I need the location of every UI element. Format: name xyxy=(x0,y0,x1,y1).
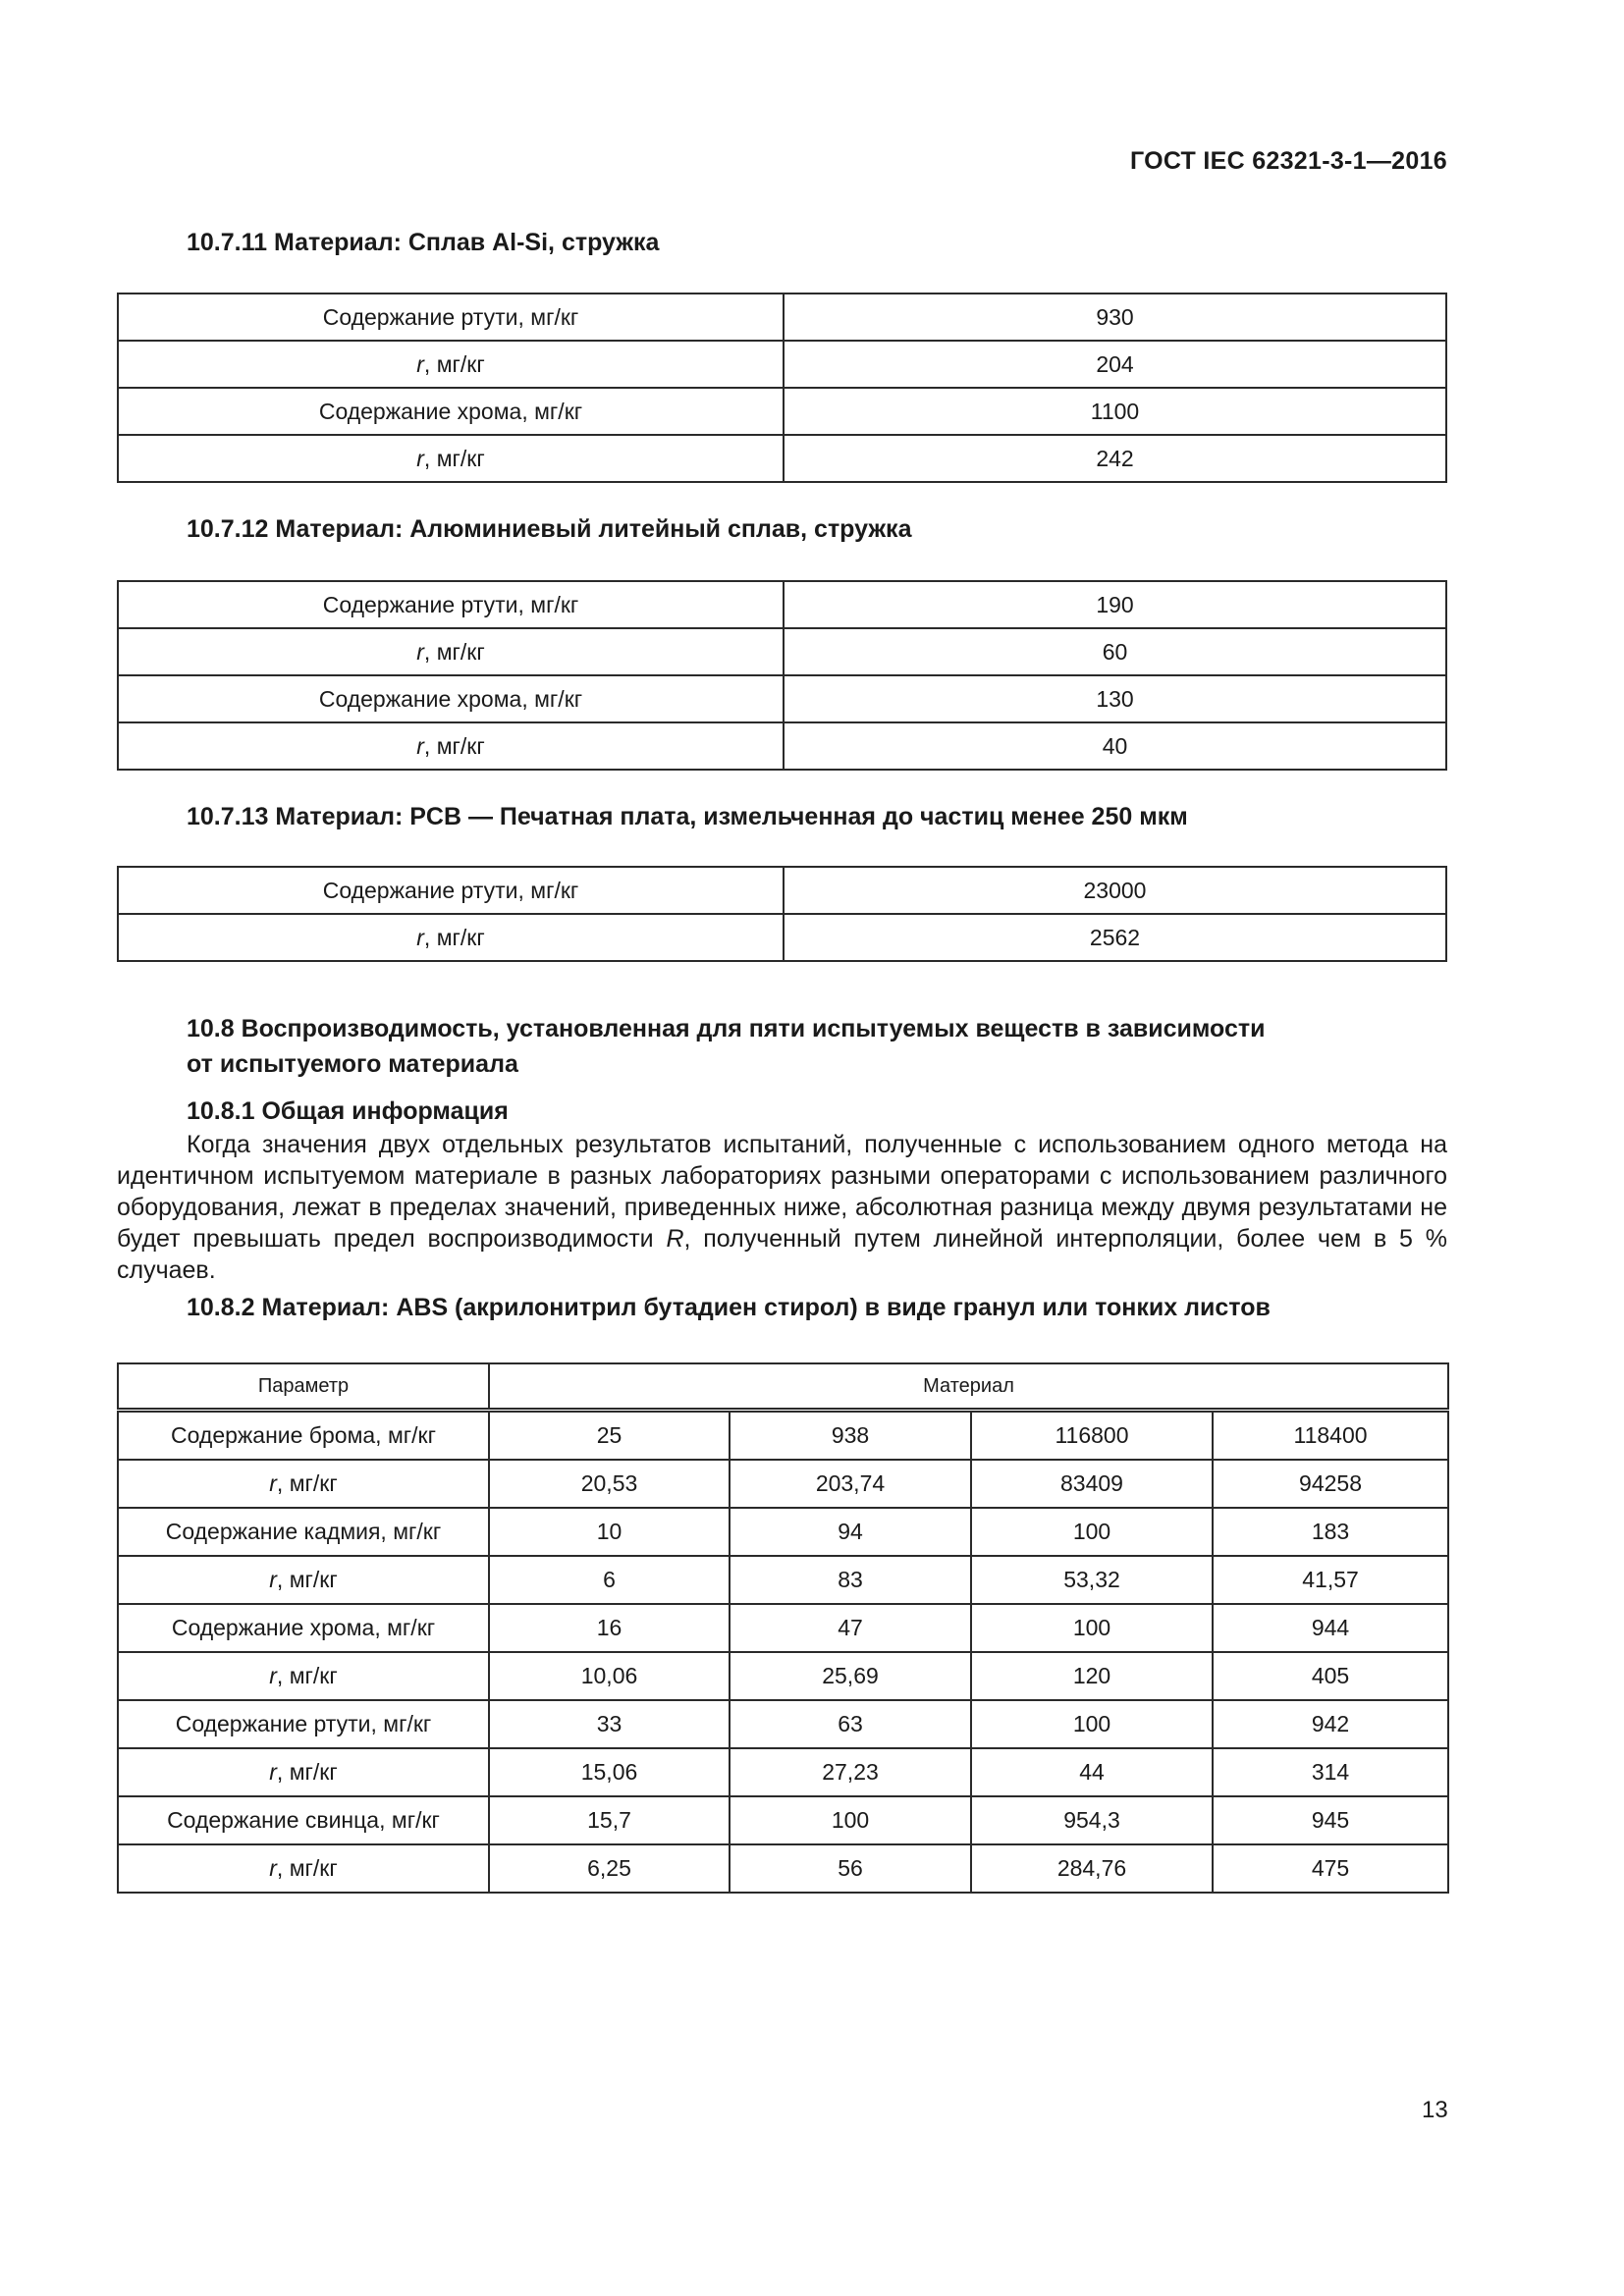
header-param: Параметр xyxy=(118,1363,489,1411)
value-cell: 204 xyxy=(784,341,1446,388)
repeatability-symbol: r xyxy=(416,638,424,665)
table-row xyxy=(118,294,1446,341)
unit-label: , мг/кг xyxy=(423,732,485,759)
param-cell: Содержание хрома, мг/кг xyxy=(118,1604,489,1652)
param-cell xyxy=(118,914,784,961)
param-cell: Содержание кадмия, мг/кг xyxy=(118,1508,489,1556)
param-cell: Содержание хрома, мг/кг xyxy=(118,675,784,722)
table-row xyxy=(118,914,1446,961)
param-cell: Содержание ртути, мг/кг xyxy=(118,1700,489,1748)
value-cell: 938 xyxy=(730,1411,971,1461)
unit-label: , мг/кг xyxy=(276,1663,338,1688)
value-cell: 94258 xyxy=(1213,1460,1448,1508)
table-row xyxy=(118,388,1446,435)
repeatability-symbol: r xyxy=(269,1855,277,1881)
paragraph-10-8-1 xyxy=(117,1129,1447,1286)
value-cell: 83409 xyxy=(971,1460,1213,1508)
value-cell: 100 xyxy=(971,1508,1213,1556)
value-cell: 1100 xyxy=(784,388,1446,435)
value-cell: 203,74 xyxy=(730,1460,971,1508)
table-row xyxy=(118,1652,1448,1700)
unit-label: , мг/кг xyxy=(423,445,485,471)
value-cell: 15,06 xyxy=(489,1748,730,1796)
value-cell: 6,25 xyxy=(489,1844,730,1893)
repeatability-symbol: r xyxy=(269,1567,277,1592)
paragraph-text-part1: Когда значения двух отдельных результатов испытаний, полученные с использованием одного метода на идентичном испытуемом материале в разных лабораториях разными операторами с использованием различного оборудования, лежат в пределах значений, приведенных ниже, абсолютная разница между двумя результатами не будет превышать предел воспроизводимости xyxy=(117,1131,1447,1253)
value-cell: 25 xyxy=(489,1411,730,1461)
value-cell: 33 xyxy=(489,1700,730,1748)
value-cell: 475 xyxy=(1213,1844,1448,1893)
repeatability-symbol: r xyxy=(416,924,424,950)
value-cell: 944 xyxy=(1213,1604,1448,1652)
value-cell: 83 xyxy=(730,1556,971,1604)
value-cell: 116800 xyxy=(971,1411,1213,1461)
value-cell: 15,7 xyxy=(489,1796,730,1844)
value-cell: 954,3 xyxy=(971,1796,1213,1844)
value-cell: 56 xyxy=(730,1844,971,1893)
param-cell xyxy=(118,1844,489,1893)
param-cell xyxy=(118,628,784,675)
section-title-10-8-line2: от испытуемого материала xyxy=(187,1050,518,1078)
param-cell xyxy=(118,341,784,388)
value-cell: 23000 xyxy=(784,867,1446,914)
param-cell: Содержание брома, мг/кг xyxy=(118,1411,489,1461)
value-cell: 945 xyxy=(1213,1796,1448,1844)
unit-label: , мг/кг xyxy=(423,638,485,665)
value-cell: 47 xyxy=(730,1604,971,1652)
value-cell: 60 xyxy=(784,628,1446,675)
value-cell: 183 xyxy=(1213,1508,1448,1556)
param-cell: Содержание свинца, мг/кг xyxy=(118,1796,489,1844)
page-number: 13 xyxy=(1422,2097,1448,2123)
value-cell: 130 xyxy=(784,675,1446,722)
value-cell: 63 xyxy=(730,1700,971,1748)
param-cell xyxy=(118,1460,489,1508)
value-cell: 2562 xyxy=(784,914,1446,961)
repeatability-symbol: r xyxy=(269,1663,277,1688)
param-cell xyxy=(118,435,784,482)
value-cell: 242 xyxy=(784,435,1446,482)
table-row xyxy=(118,1700,1448,1748)
unit-label: , мг/кг xyxy=(276,1855,338,1881)
table-10-7-12 xyxy=(117,580,1447,771)
document-code: ГОСТ IEC 62321-3-1—2016 xyxy=(1129,147,1447,175)
value-cell: 942 xyxy=(1213,1700,1448,1748)
header-material: Материал xyxy=(489,1363,1448,1411)
table-row xyxy=(118,1508,1448,1556)
table-row xyxy=(118,628,1446,675)
table-row xyxy=(118,1460,1448,1508)
value-cell: 118400 xyxy=(1213,1411,1448,1461)
table-10-8-2 xyxy=(117,1362,1449,1894)
value-cell: 284,76 xyxy=(971,1844,1213,1893)
repeatability-symbol: r xyxy=(416,732,424,759)
table-row xyxy=(118,1844,1448,1893)
param-cell xyxy=(118,1748,489,1796)
value-cell: 10 xyxy=(489,1508,730,1556)
value-cell: 100 xyxy=(971,1700,1213,1748)
unit-label: , мг/кг xyxy=(276,1759,338,1785)
repeatability-symbol: r xyxy=(416,350,424,377)
table-header-row xyxy=(118,1363,1448,1411)
table-row xyxy=(118,1748,1448,1796)
value-cell: 94 xyxy=(730,1508,971,1556)
paragraph-text xyxy=(117,1129,1447,1286)
value-cell: 20,53 xyxy=(489,1460,730,1508)
section-title-10-7-13: 10.7.13 Материал: PCB — Печатная плата, измельченная до частиц менее 250 мкм xyxy=(187,803,1188,830)
table-10-7-11 xyxy=(117,293,1447,483)
section-title-10-8-2: 10.8.2 Материал: ABS (акрилонитрил бутадиен стирол) в виде гранул или тонких листов xyxy=(187,1294,1271,1321)
table-row xyxy=(118,1796,1448,1844)
table-10-7-13 xyxy=(117,866,1447,962)
value-cell: 44 xyxy=(971,1748,1213,1796)
table-row xyxy=(118,341,1446,388)
unit-label: , мг/кг xyxy=(423,350,485,377)
table-row xyxy=(118,1411,1448,1461)
repeatability-symbol: r xyxy=(269,1470,277,1496)
table-row xyxy=(118,1556,1448,1604)
param-cell: Содержание хрома, мг/кг xyxy=(118,388,784,435)
table-row xyxy=(118,435,1446,482)
value-cell: 53,32 xyxy=(971,1556,1213,1604)
value-cell: 40 xyxy=(784,722,1446,770)
section-title-10-7-12: 10.7.12 Материал: Алюминиевый литейный сплав, стружка xyxy=(187,515,912,543)
section-title-10-8-line1: 10.8 Воспроизводимость, установленная для пяти испытуемых веществ в зависимости xyxy=(187,1015,1266,1042)
param-cell: Содержание ртути, мг/кг xyxy=(118,867,784,914)
paragraph-text-part2: , полученный путем линейной интерполяции, более чем в 5 % случаев. xyxy=(117,1225,1448,1284)
unit-label: , мг/кг xyxy=(276,1567,338,1592)
table-row xyxy=(118,867,1446,914)
repeatability-symbol: r xyxy=(269,1759,277,1785)
section-title-10-8-1: 10.8.1 Общая информация xyxy=(187,1097,509,1125)
value-cell: 27,23 xyxy=(730,1748,971,1796)
param-cell xyxy=(118,722,784,770)
value-cell: 405 xyxy=(1213,1652,1448,1700)
reproducibility-symbol: R xyxy=(666,1225,684,1253)
section-title-10-7-11: 10.7.11 Материал: Сплав Al-Si, стружка xyxy=(187,229,660,256)
table-row xyxy=(118,581,1446,628)
value-cell: 190 xyxy=(784,581,1446,628)
value-cell: 41,57 xyxy=(1213,1556,1448,1604)
param-cell: Содержание ртути, мг/кг xyxy=(118,581,784,628)
value-cell: 10,06 xyxy=(489,1652,730,1700)
value-cell: 100 xyxy=(730,1796,971,1844)
value-cell: 314 xyxy=(1213,1748,1448,1796)
param-cell xyxy=(118,1556,489,1604)
param-cell xyxy=(118,1652,489,1700)
value-cell: 120 xyxy=(971,1652,1213,1700)
value-cell: 25,69 xyxy=(730,1652,971,1700)
value-cell: 6 xyxy=(489,1556,730,1604)
table-row xyxy=(118,675,1446,722)
unit-label: , мг/кг xyxy=(276,1470,338,1496)
repeatability-symbol: r xyxy=(416,445,424,471)
param-cell: Содержание ртути, мг/кг xyxy=(118,294,784,341)
table-row xyxy=(118,722,1446,770)
value-cell: 100 xyxy=(971,1604,1213,1652)
unit-label: , мг/кг xyxy=(423,924,485,950)
table-row xyxy=(118,1604,1448,1652)
value-cell: 930 xyxy=(784,294,1446,341)
value-cell: 16 xyxy=(489,1604,730,1652)
